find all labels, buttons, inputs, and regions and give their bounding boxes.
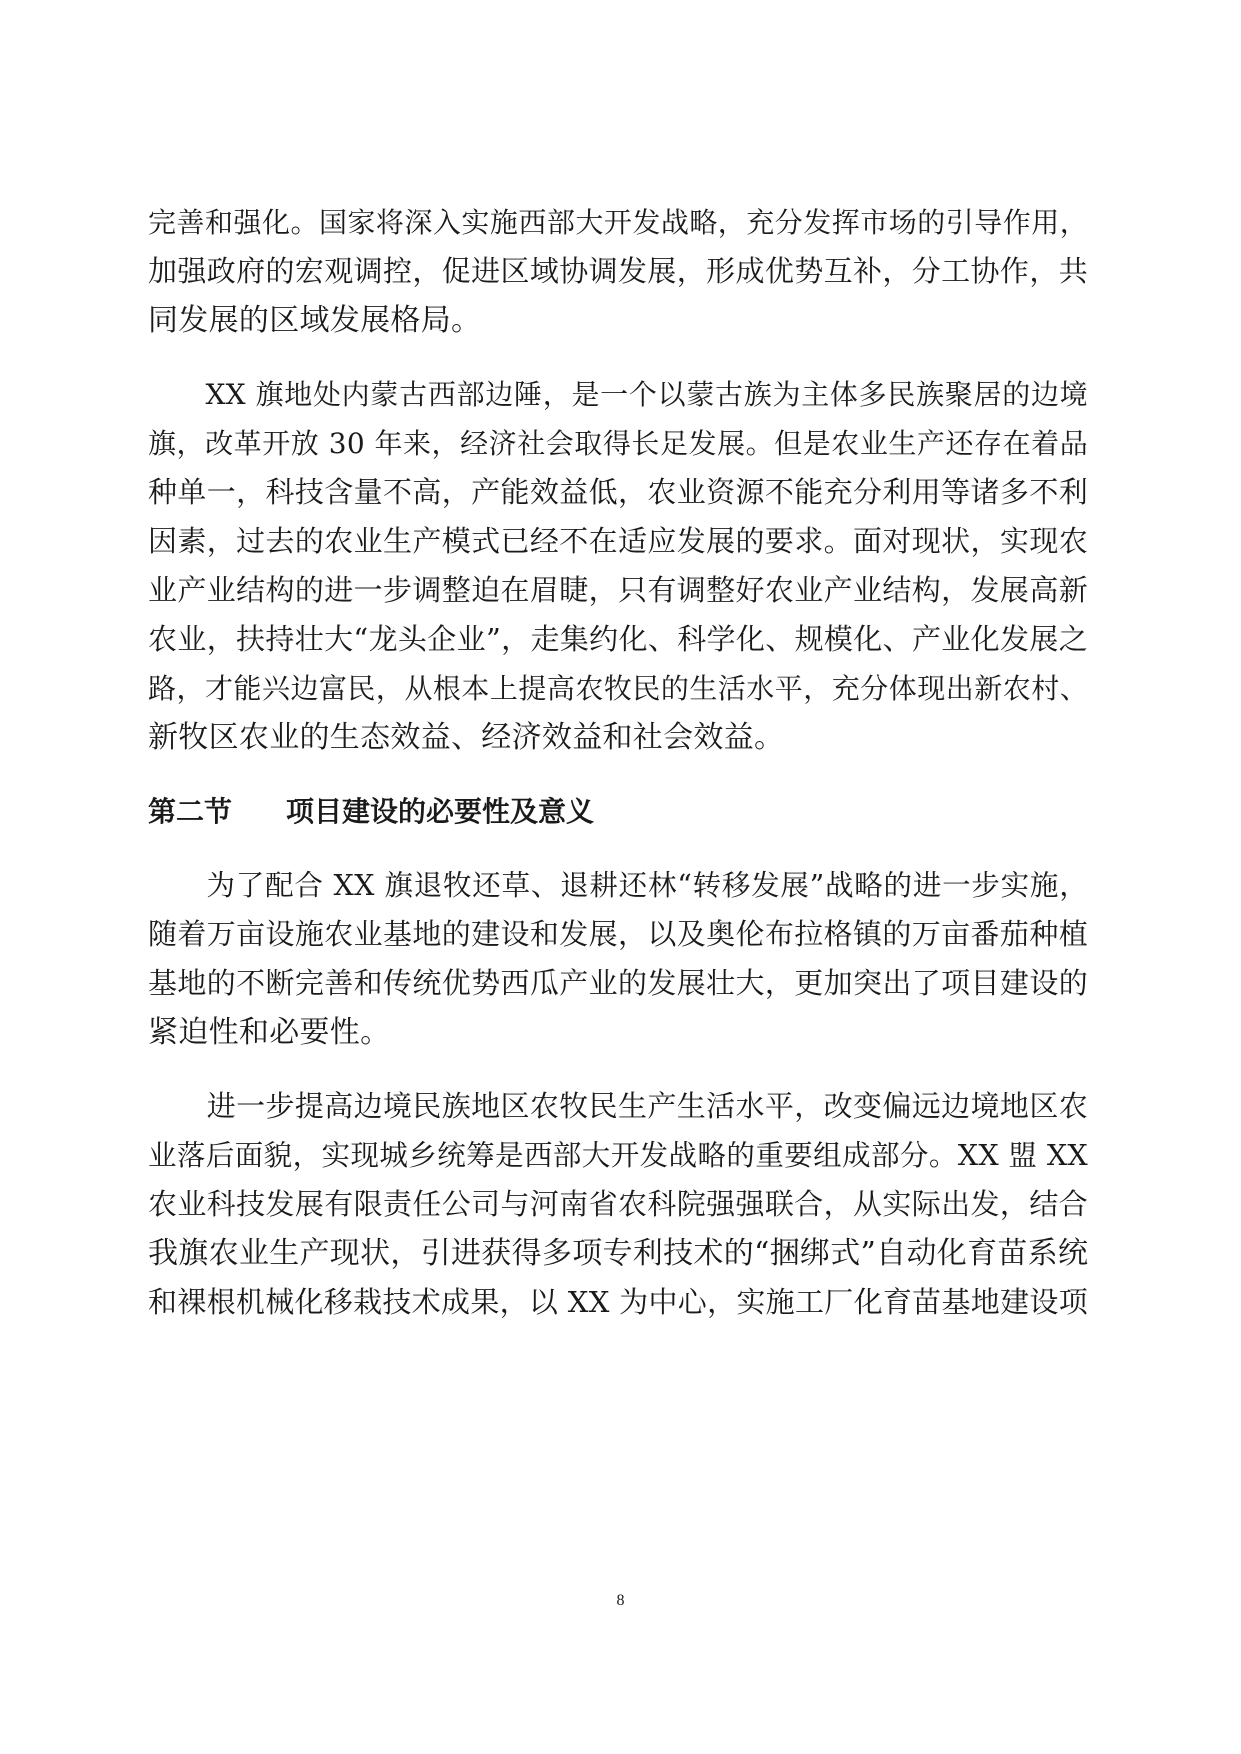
text-line: 随着万亩设施农业基地的建设和发展，以及奥伦布拉格镇的万亩番茄种植 [148, 917, 1088, 951]
text-line: 路，才能兴边富民，从根本上提高农牧民的生活水平，充分体现出新农村、 [148, 672, 1088, 705]
text-line: 加强政府的宏观调控，促进区域协调发展，形成优势互补，分工协作，共 [148, 254, 1088, 288]
text-line: 农业，扶持壮大“龙头企业”，走集约化、科学化、规模化、产业化发展之 [148, 622, 1088, 656]
text-line: 完善和强化。国家将深入实施西部大开发战略，充分发挥市场的引导作用， [148, 206, 1088, 239]
text-line: 基地的不断完善和传统优势西瓜产业的发展壮大，更加突出了项目建设的 [148, 966, 1088, 1000]
text-line: 同发展的区域发展格局。 [148, 303, 482, 338]
text-line: 新牧区农业的生态效益、经济效益和社会效益。 [148, 720, 785, 755]
text-line: 我旗农业生产现状，引进获得多项专利技术的“捆绑式”自动化育苗系统 [148, 1236, 1089, 1271]
section-number: 第二节 [148, 795, 233, 828]
text-line: 因素，过去的农业生产模式已经不在适应发展的要求。面对现状，实现农 [148, 524, 1088, 558]
paragraph-4 [148, 1082, 1088, 1327]
section-heading [148, 787, 1088, 836]
text-line: 种单一，科技含量不高，产能效益低，农业资源不能充分利用等诸多不利 [148, 475, 1088, 509]
page-number: 8 [616, 1592, 625, 1609]
paragraph-3 [148, 861, 1088, 1057]
text-line: 进一步提高边境民族地区农牧民生产生活水平，改变偏远边境地区农 [148, 1089, 1088, 1123]
text-line: 和裸根机械化移栽技术成果，以 XX 为中心，实施工厂化育苗基地建设项 [148, 1285, 1088, 1319]
text-line: 农业科技发展有限责任公司与河南省农科院强强联合，从实际出发，结合 [148, 1187, 1088, 1221]
text-line: 旗，改革开放 30 年来，经济社会取得长足发展。但是农业生产还存在着品 [148, 427, 1088, 460]
document-body [148, 198, 1088, 1327]
text-line: 紧迫性和必要性。 [148, 1015, 391, 1050]
paragraph-1 [148, 198, 1088, 345]
text-line: 业产业结构的进一步调整迫在眉睫，只有调整好农业产业结构，发展高新 [148, 573, 1088, 607]
section-title: 项目建设的必要性及意义 [286, 795, 595, 828]
text-line: 为了配合 XX 旗退牧还草、退耕还林“转移发展”战略的进一步实施， [148, 869, 1088, 902]
text-line: XX 旗地处内蒙古西部边陲，是一个以蒙古族为主体多民族聚居的边境 [148, 378, 1088, 411]
text-line: 业落后面貌，实现城乡统筹是西部大开发战略的重要组成部分。XX 盟 XX [148, 1139, 1088, 1172]
paragraph-2 [148, 370, 1088, 762]
